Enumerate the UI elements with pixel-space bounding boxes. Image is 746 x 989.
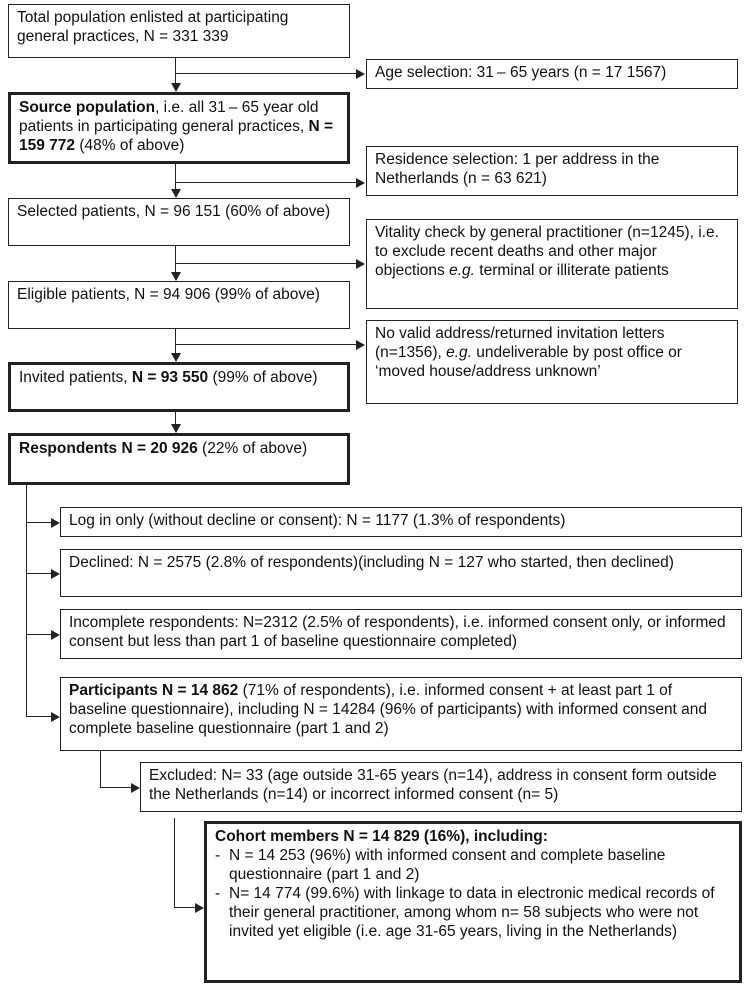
branch-to-incomplete	[26, 634, 51, 635]
source-population-pct: (48% of above)	[75, 137, 185, 154]
cohort-members-list	[215, 846, 731, 941]
arrowhead-invited	[171, 353, 181, 362]
cohort-members-box	[204, 821, 742, 983]
no-valid-address-box	[366, 320, 738, 404]
cohort-item-2: - N= 14 774 (99.6%) with linkage to data in electronic medical records of their general practitioner, among whom n= 58 subjects who were not invited yet eligible (i.e. age 31-65 years, living in the Netherlands)	[229, 884, 731, 941]
invited-patients-n: N = 93 550	[131, 369, 209, 386]
connector-to-no-valid-address	[176, 344, 356, 345]
arrowhead-vitality	[356, 259, 365, 269]
branch-to-login	[26, 522, 51, 523]
declined-text: Declined: N = 2575 (2.8% of respondents)(including N = 127 who started, then declined)	[69, 554, 674, 571]
age-selection-box	[366, 59, 738, 89]
connector-to-residence	[176, 182, 356, 183]
arrowhead-excluded	[131, 783, 140, 793]
no-valid-address-eg: e.g.	[446, 344, 472, 361]
branch-to-excluded	[100, 787, 131, 788]
connector-participants-to-excluded	[100, 751, 101, 788]
vitality-check-text: Vitality check by general practitioner (n=1245), i.e. to exclude recent deaths and other major objections	[375, 224, 719, 279]
incomplete-respondents-box	[60, 609, 742, 659]
arrowhead-source	[171, 83, 181, 92]
invited-patients-pct: (99% of above)	[208, 369, 318, 386]
arrowhead-declined	[51, 569, 60, 579]
source-population-n: N = 159 772	[19, 118, 334, 154]
arrowhead-incomplete	[51, 630, 60, 640]
invited-patients-label: Invited patients,	[19, 369, 132, 386]
declined-box	[60, 549, 742, 597]
residence-selection-text: Residence selection: 1 per address in the Netherlands (n = 63 621)	[375, 151, 660, 187]
participants-label: Participants N = 14 862	[69, 682, 239, 699]
residence-selection-box	[366, 146, 738, 196]
age-selection-text: Age selection: 31 – 65 years (n = 17 1567)	[375, 64, 667, 81]
connector-selected-to-eligible	[175, 246, 176, 272]
connector-to-age-selection	[176, 73, 356, 74]
invited-patients-box	[8, 362, 350, 412]
no-valid-address-text: No valid address/returned invitation letters (n=1356),	[375, 325, 665, 361]
connector-to-cohort	[174, 818, 175, 908]
vitality-check-eg: e.g.	[449, 262, 475, 279]
participants-box	[60, 677, 742, 751]
cohort-item-1: - N = 14 253 (96%) with informed consent and complete baseline questionnaire (part 1 and 2)	[229, 846, 731, 884]
respondents-pct: (22% of above)	[197, 440, 308, 457]
source-population-label: Source population	[19, 99, 156, 116]
source-population-box	[8, 92, 350, 164]
arrowhead-selected	[171, 189, 181, 198]
connector-eligible-to-invited	[175, 329, 176, 353]
vitality-check-tail: terminal or illiterate patients	[474, 262, 669, 279]
arrowhead-residence	[356, 178, 365, 188]
incomplete-respondents-text: Incomplete respondents: N=2312 (2.5% of respondents), i.e. informed consent only, or informed consent but less than part 1 of baseline questionnaire completed)	[69, 614, 726, 650]
selected-patients-box	[8, 198, 350, 246]
login-only-text: Log in only (without decline or consent): N = 1177 (1.3% of respondents)	[69, 512, 566, 529]
total-population-text: Total population enlisted at participating general practices, N = 331 339	[17, 9, 289, 45]
branch-to-cohort	[174, 907, 195, 908]
excluded-box	[140, 762, 742, 812]
cohort-members-title: Cohort members N = 14 829 (16%), including:	[215, 828, 548, 845]
participants-desc: (71% of respondents), i.e. informed consent + at least part 1 of baseline questionnaire), including N = 14284 (96% of participants) with informed consent and complete baseline questionnaire (part 1 and 2)	[69, 682, 708, 737]
arrowhead-eligible	[171, 272, 181, 281]
branch-trunk	[26, 485, 27, 717]
no-valid-address-tail: undeliverable by post office or ‘moved house/address unknown’	[375, 344, 682, 380]
total-population-box	[8, 4, 350, 58]
arrowhead-cohort	[195, 903, 204, 913]
source-population-desc: , i.e. all 31 – 65 year old patients in participating general practices,	[19, 99, 319, 135]
arrowhead-age-selection	[356, 69, 365, 79]
arrowhead-respondents	[171, 424, 181, 433]
login-only-box	[60, 507, 742, 537]
respondents-box	[8, 433, 350, 485]
selected-patients-text: Selected patients, N = 96 151 (60% of above)	[17, 203, 331, 220]
eligible-patients-text: Eligible patients, N = 94 906 (99% of above)	[17, 286, 320, 303]
connector-source-to-selected	[175, 164, 176, 189]
connector-total-to-source	[175, 58, 176, 83]
arrowhead-participants	[51, 712, 60, 722]
respondents-label: Respondents N = 20 926	[19, 440, 198, 457]
arrowhead-no-valid-address	[356, 340, 365, 350]
excluded-text: Excluded: N= 33 (age outside 31-65 years (n=14), address in consent form outside the Netherlands (n=14) or incorrect informed consent (n= 5)	[149, 767, 717, 803]
arrowhead-login	[51, 518, 60, 528]
branch-to-participants	[26, 716, 51, 717]
connector-invited-to-respondents	[175, 412, 176, 424]
connector-to-vitality	[176, 263, 356, 264]
branch-to-declined	[26, 573, 51, 574]
vitality-check-box	[366, 219, 738, 309]
eligible-patients-box	[8, 281, 350, 329]
